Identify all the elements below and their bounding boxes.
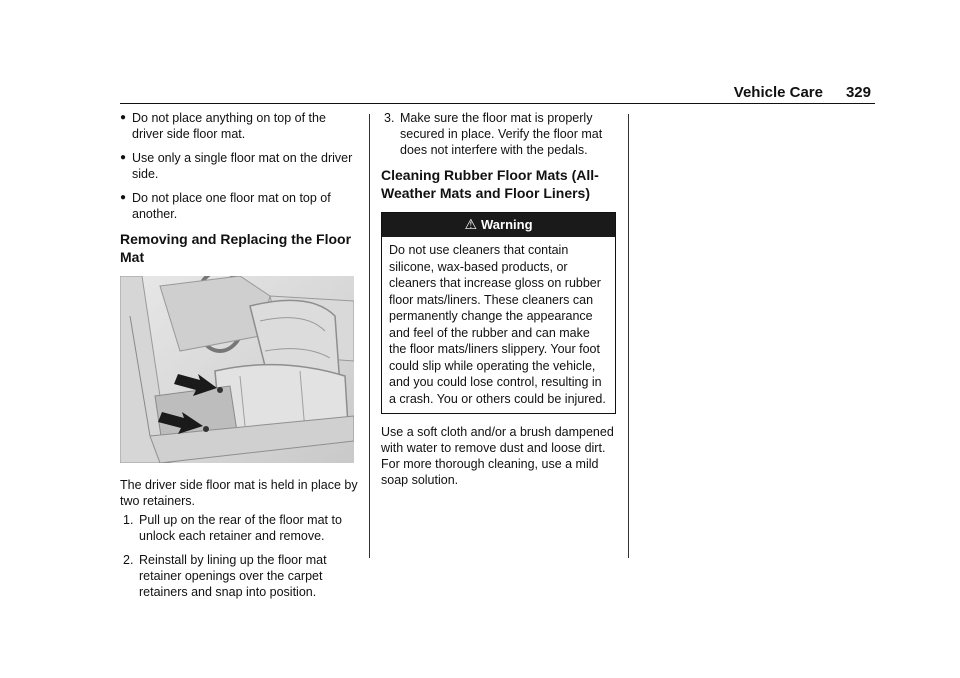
left-column <box>120 110 358 608</box>
step-list <box>120 512 358 600</box>
bullet-icon: ● <box>120 112 127 123</box>
header-rule <box>120 103 875 104</box>
intro-text: The driver side floor mat is held in place by two retainers. <box>120 478 358 508</box>
bullet-icon: ● <box>120 152 127 163</box>
list-item: ● Use only a single floor mat on the driver side. <box>120 151 353 181</box>
section-title: Vehicle Care <box>733 84 823 101</box>
warning-icon: ⚠ <box>464 216 478 232</box>
warning-box <box>381 212 616 414</box>
warning-header: ⚠ Warning <box>382 213 615 237</box>
middle-column <box>381 110 616 491</box>
page-number: 329 <box>845 84 871 101</box>
column-divider <box>369 114 370 558</box>
warning-text: Do not use cleaners that contain silicone, wax-based products, or cleaners that increase gloss on rubber floor mats/liners. These cleaners can permanently change the appearance and feel of the rubber and can make the floor mats/liners slippery. Your foot could slip while operating the vehicle, and you could lose control, resulting in a crash. You or others could be injured. <box>389 243 606 406</box>
column-divider <box>628 114 629 558</box>
list-item: 3. Make sure the floor mat is properly secured in place. Verify the floor mat does not interfere with the pedals. <box>384 111 603 157</box>
page-header <box>120 84 875 104</box>
bullet-icon: ● <box>120 192 127 203</box>
floor-mat-illustration <box>120 276 354 463</box>
list-item: ● Do not place one floor mat on top of another. <box>120 191 331 221</box>
list-item: 1. Pull up on the rear of the floor mat to unlock each retainer and remove. <box>123 513 342 543</box>
list-item: 2. Reinstall by lining up the floor mat retainer openings over the carpet retainers and snap into position. <box>123 553 327 599</box>
list-item: ● Do not place anything on top of the driver side floor mat. <box>120 111 326 141</box>
cleaning-paragraph: Use a soft cloth and/or a brush dampened with water to remove dust and loose dirt. For more thorough cleaning, use a mild soap solution. <box>381 425 614 487</box>
step-list <box>381 110 616 158</box>
bullet-list <box>120 110 358 222</box>
section-heading: Cleaning Rubber Floor Mats (All-Weather Mats and Floor Liners) <box>381 167 599 201</box>
section-heading: Removing and Replacing the Floor Mat <box>120 231 352 265</box>
